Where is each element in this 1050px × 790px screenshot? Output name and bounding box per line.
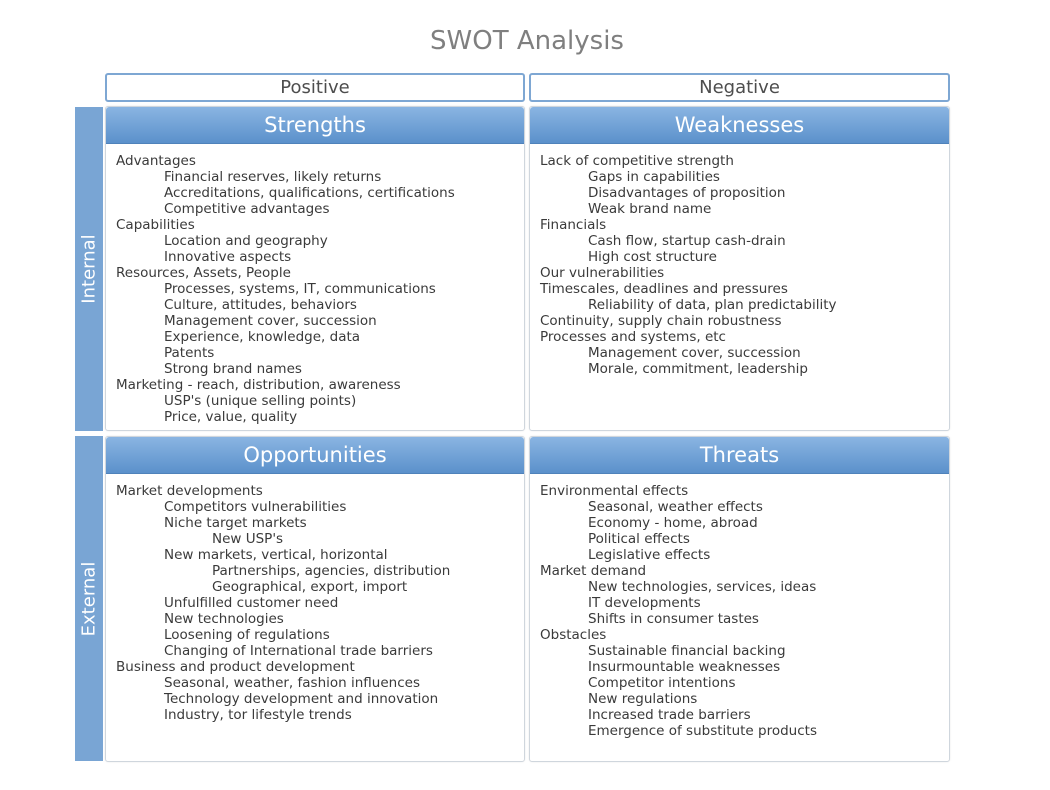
quadrant-weaknesses bbox=[529, 106, 950, 431]
column-header-negative: Negative bbox=[529, 73, 950, 102]
list-item: Competitors vulnerabilities bbox=[164, 499, 347, 515]
quadrant-threats bbox=[529, 436, 950, 762]
list-item: Technology development and innovation bbox=[164, 691, 439, 707]
list-item: Our vulnerabilities bbox=[540, 265, 665, 281]
list-item: Marketing - reach, distribution, awareness bbox=[116, 377, 401, 393]
list-item: Management cover, succession bbox=[588, 345, 801, 361]
list-item: Seasonal, weather, fashion influences bbox=[164, 675, 420, 691]
list-item: Financials bbox=[540, 217, 607, 233]
list-item: Resources, Assets, People bbox=[116, 265, 291, 281]
list-item: Market developments bbox=[116, 483, 263, 499]
list-item: Location and geography bbox=[164, 233, 328, 249]
list-item: Capabilities bbox=[116, 217, 195, 233]
list-item: Changing of International trade barriers bbox=[164, 643, 433, 659]
quadrant-opportunities bbox=[105, 436, 525, 762]
list-item: Accreditations, qualifications, certifications bbox=[164, 185, 455, 201]
quadrant-opportunities-title: Opportunities bbox=[106, 437, 524, 474]
quadrant-strengths-list bbox=[106, 144, 524, 425]
list-item: Timescales, deadlines and pressures bbox=[540, 281, 788, 297]
list-item: Patents bbox=[164, 345, 215, 361]
list-item: Seasonal, weather effects bbox=[588, 499, 763, 515]
list-item: Cash flow, startup cash-drain bbox=[588, 233, 786, 249]
row-header-external bbox=[75, 436, 103, 761]
list-item: Environmental effects bbox=[540, 483, 689, 499]
list-item: Price, value, quality bbox=[164, 409, 298, 425]
list-item: Disadvantages of proposition bbox=[588, 185, 786, 201]
list-item: Shifts in consumer tastes bbox=[588, 611, 759, 627]
list-item: Industry, tor lifestyle trends bbox=[164, 707, 352, 723]
list-item: Advantages bbox=[116, 153, 196, 169]
list-item: New technologies, services, ideas bbox=[588, 579, 817, 595]
list-item: Business and product development bbox=[116, 659, 355, 675]
list-item: Partnerships, agencies, distribution bbox=[212, 563, 451, 579]
list-item: Reliability of data, plan predictability bbox=[588, 297, 837, 313]
quadrant-strengths bbox=[105, 106, 525, 431]
list-item: New USP's bbox=[212, 531, 284, 547]
list-item: Competitive advantages bbox=[164, 201, 330, 217]
list-item: Insurmountable weaknesses bbox=[588, 659, 781, 675]
column-header-positive: Positive bbox=[105, 73, 525, 102]
list-item: Competitor intentions bbox=[588, 675, 736, 691]
list-item: Morale, commitment, leadership bbox=[588, 361, 808, 377]
row-header-external-label: External bbox=[78, 561, 100, 636]
list-item: Innovative aspects bbox=[164, 249, 292, 265]
list-item: Strong brand names bbox=[164, 361, 302, 377]
list-item: IT developments bbox=[588, 595, 701, 611]
list-item: Culture, attitudes, behaviors bbox=[164, 297, 357, 313]
list-item: Loosening of regulations bbox=[164, 627, 330, 643]
list-item: Legislative effects bbox=[588, 547, 711, 563]
list-item: Weak brand name bbox=[588, 201, 712, 217]
list-item: New markets, vertical, horizontal bbox=[164, 547, 388, 563]
list-item: Obstacles bbox=[540, 627, 607, 643]
list-item: Management cover, succession bbox=[164, 313, 377, 329]
list-item: Processes, systems, IT, communications bbox=[164, 281, 436, 297]
quadrant-strengths-title: Strengths bbox=[106, 107, 524, 144]
list-item: Lack of competitive strength bbox=[540, 153, 734, 169]
list-item: High cost structure bbox=[588, 249, 717, 265]
list-item: Increased trade barriers bbox=[588, 707, 751, 723]
list-item: Geographical, export, import bbox=[212, 579, 408, 595]
list-item: Continuity, supply chain robustness bbox=[540, 313, 782, 329]
quadrant-weaknesses-list bbox=[530, 144, 949, 377]
list-item: Unfulfilled customer need bbox=[164, 595, 339, 611]
quadrant-opportunities-list bbox=[106, 474, 524, 723]
quadrant-weaknesses-title: Weaknesses bbox=[530, 107, 949, 144]
list-item: New regulations bbox=[588, 691, 698, 707]
list-item: Financial reserves, likely returns bbox=[164, 169, 382, 185]
list-item: Experience, knowledge, data bbox=[164, 329, 361, 345]
quadrant-threats-list bbox=[530, 474, 949, 739]
row-header-internal-label: Internal bbox=[78, 234, 100, 304]
row-header-internal bbox=[75, 107, 103, 431]
list-item: USP's (unique selling points) bbox=[164, 393, 357, 409]
page-title: SWOT Analysis bbox=[430, 26, 624, 56]
list-item: Sustainable financial backing bbox=[588, 643, 786, 659]
list-item: Processes and systems, etc bbox=[540, 329, 726, 345]
list-item: New technologies bbox=[164, 611, 284, 627]
list-item: Gaps in capabilities bbox=[588, 169, 720, 185]
list-item: Emergence of substitute products bbox=[588, 723, 817, 739]
list-item: Market demand bbox=[540, 563, 647, 579]
quadrant-threats-title: Threats bbox=[530, 437, 949, 474]
list-item: Niche target markets bbox=[164, 515, 307, 531]
list-item: Political effects bbox=[588, 531, 690, 547]
list-item: Economy - home, abroad bbox=[588, 515, 758, 531]
